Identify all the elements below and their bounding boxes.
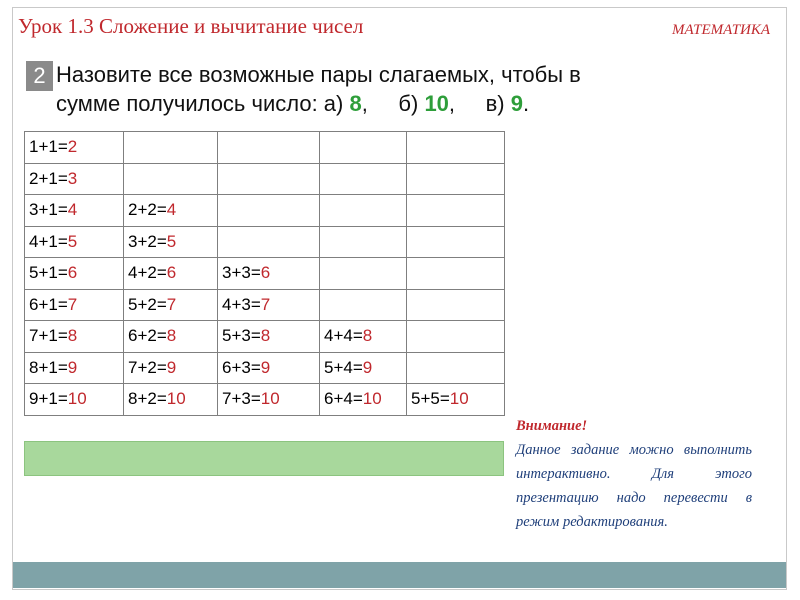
equation: 8+2= bbox=[128, 389, 167, 409]
sum-result: 9 bbox=[362, 357, 373, 377]
equation: 5+4= bbox=[324, 357, 363, 377]
equation: 4+4= bbox=[324, 326, 363, 346]
table-row bbox=[25, 226, 505, 258]
sum-result: 10 bbox=[67, 389, 87, 409]
sum-pairs-table bbox=[24, 131, 505, 416]
sep-a: , б) bbox=[361, 91, 425, 116]
notice-body: Данное задание можно выполнить интерактивно. Для этого презентацию надо перевести в режим редактирования. bbox=[516, 442, 752, 530]
equation: 1+1= bbox=[29, 137, 68, 157]
table-cell[interactable] bbox=[407, 321, 505, 353]
table-cell[interactable] bbox=[320, 384, 407, 416]
subject-label: МАТЕМАТИКА bbox=[672, 22, 770, 38]
task-text bbox=[56, 60, 746, 118]
equation: 6+3= bbox=[222, 357, 261, 377]
equation: 7+1= bbox=[29, 326, 68, 346]
target-c: 9 bbox=[510, 91, 523, 116]
sum-result: 7 bbox=[260, 294, 271, 314]
table-row bbox=[25, 384, 505, 416]
equation: 5+5= bbox=[411, 389, 450, 409]
table-cell[interactable] bbox=[218, 226, 320, 258]
sum-result: 10 bbox=[260, 389, 280, 409]
table-row bbox=[25, 321, 505, 353]
equation: 6+2= bbox=[128, 326, 167, 346]
table-row bbox=[25, 289, 505, 321]
table-cell[interactable] bbox=[25, 289, 124, 321]
table-cell[interactable] bbox=[25, 132, 124, 164]
target-a: 8 bbox=[349, 91, 362, 116]
table-cell[interactable] bbox=[407, 132, 505, 164]
equation: 5+1= bbox=[29, 263, 68, 283]
sum-result: 10 bbox=[166, 389, 186, 409]
table-cell[interactable] bbox=[218, 321, 320, 353]
sum-result: 10 bbox=[449, 389, 469, 409]
table-cell[interactable] bbox=[124, 321, 218, 353]
table-row bbox=[25, 352, 505, 384]
sum-result: 4 bbox=[166, 200, 177, 220]
equation: 4+1= bbox=[29, 231, 68, 251]
table-cell[interactable] bbox=[25, 163, 124, 195]
equation: 7+2= bbox=[128, 357, 167, 377]
table-cell[interactable] bbox=[407, 352, 505, 384]
table-cell[interactable] bbox=[25, 258, 124, 290]
table-cell[interactable] bbox=[407, 226, 505, 258]
table-cell[interactable] bbox=[124, 289, 218, 321]
sum-result: 9 bbox=[260, 357, 271, 377]
sum-result: 6 bbox=[67, 263, 78, 283]
equation: 6+1= bbox=[29, 294, 68, 314]
target-b: 10 bbox=[424, 91, 449, 116]
table-cell[interactable] bbox=[218, 352, 320, 384]
equation: 9+1= bbox=[29, 389, 68, 409]
equation: 4+3= bbox=[222, 294, 261, 314]
sum-result: 8 bbox=[67, 326, 78, 346]
equation: 4+2= bbox=[128, 263, 167, 283]
table-cell[interactable] bbox=[320, 226, 407, 258]
notice-box bbox=[516, 414, 752, 534]
table-cell[interactable] bbox=[124, 226, 218, 258]
equation: 5+3= bbox=[222, 326, 261, 346]
answer-bar bbox=[24, 441, 504, 476]
equation: 5+2= bbox=[128, 294, 167, 314]
sum-result: 7 bbox=[67, 294, 78, 314]
table-cell[interactable] bbox=[407, 163, 505, 195]
task-number-badge: 2 bbox=[26, 61, 53, 91]
sum-result: 9 bbox=[67, 357, 78, 377]
table-cell[interactable] bbox=[218, 258, 320, 290]
equation: 7+3= bbox=[222, 389, 261, 409]
table-cell[interactable] bbox=[124, 195, 218, 227]
table-cell[interactable] bbox=[407, 195, 505, 227]
table-cell[interactable] bbox=[320, 132, 407, 164]
sum-result: 8 bbox=[260, 326, 271, 346]
table-row bbox=[25, 258, 505, 290]
task-line-2 bbox=[56, 89, 746, 118]
notice-heading: Внимание! bbox=[516, 418, 588, 434]
sum-result: 4 bbox=[67, 200, 78, 220]
table-cell[interactable] bbox=[25, 384, 124, 416]
table-cell[interactable] bbox=[124, 352, 218, 384]
table-cell[interactable] bbox=[124, 384, 218, 416]
table-cell[interactable] bbox=[218, 163, 320, 195]
sum-result: 2 bbox=[67, 137, 78, 157]
sum-result: 6 bbox=[260, 263, 271, 283]
table-cell[interactable] bbox=[218, 195, 320, 227]
table-cell[interactable] bbox=[218, 384, 320, 416]
task-line-2-prefix: сумме получилось число: а) bbox=[56, 91, 350, 116]
sum-result: 9 bbox=[166, 357, 177, 377]
table-cell[interactable] bbox=[407, 258, 505, 290]
equation: 3+3= bbox=[222, 263, 261, 283]
table-cell[interactable] bbox=[25, 321, 124, 353]
table-cell[interactable] bbox=[25, 226, 124, 258]
sum-result: 7 bbox=[166, 294, 177, 314]
task-end: . bbox=[522, 91, 530, 116]
table-cell[interactable] bbox=[320, 321, 407, 353]
sum-result: 3 bbox=[67, 168, 78, 188]
table-cell[interactable] bbox=[218, 132, 320, 164]
table-cell[interactable] bbox=[320, 195, 407, 227]
table-cell[interactable] bbox=[25, 352, 124, 384]
table-cell[interactable] bbox=[124, 258, 218, 290]
equation: 3+2= bbox=[128, 231, 167, 251]
table-cell[interactable] bbox=[320, 258, 407, 290]
equation: 2+1= bbox=[29, 168, 68, 188]
sep-b: , в) bbox=[448, 91, 511, 116]
table-cell[interactable] bbox=[320, 289, 407, 321]
sum-result: 5 bbox=[166, 231, 177, 251]
sum-result: 8 bbox=[166, 326, 177, 346]
table-cell[interactable] bbox=[124, 132, 218, 164]
equation: 8+1= bbox=[29, 357, 68, 377]
table-row bbox=[25, 163, 505, 195]
sum-result: 10 bbox=[362, 389, 382, 409]
task-line-1: Назовите все возможные пары слагаемых, чтобы в bbox=[56, 62, 581, 87]
sum-result: 5 bbox=[67, 231, 78, 251]
table-cell[interactable] bbox=[320, 352, 407, 384]
table-cell[interactable] bbox=[124, 163, 218, 195]
sum-result: 6 bbox=[166, 263, 177, 283]
table-cell[interactable] bbox=[407, 384, 505, 416]
lesson-title: Урок 1.3 Сложение и вычитание чисел bbox=[18, 14, 364, 38]
table-cell[interactable] bbox=[407, 289, 505, 321]
table-cell[interactable] bbox=[218, 289, 320, 321]
sum-result: 8 bbox=[362, 326, 373, 346]
table-cell[interactable] bbox=[25, 195, 124, 227]
equation: 6+4= bbox=[324, 389, 363, 409]
bottom-bar bbox=[13, 562, 786, 588]
equation: 3+1= bbox=[29, 200, 68, 220]
table-row bbox=[25, 132, 505, 164]
table-cell[interactable] bbox=[320, 163, 407, 195]
equation: 2+2= bbox=[128, 200, 167, 220]
table-row bbox=[25, 195, 505, 227]
